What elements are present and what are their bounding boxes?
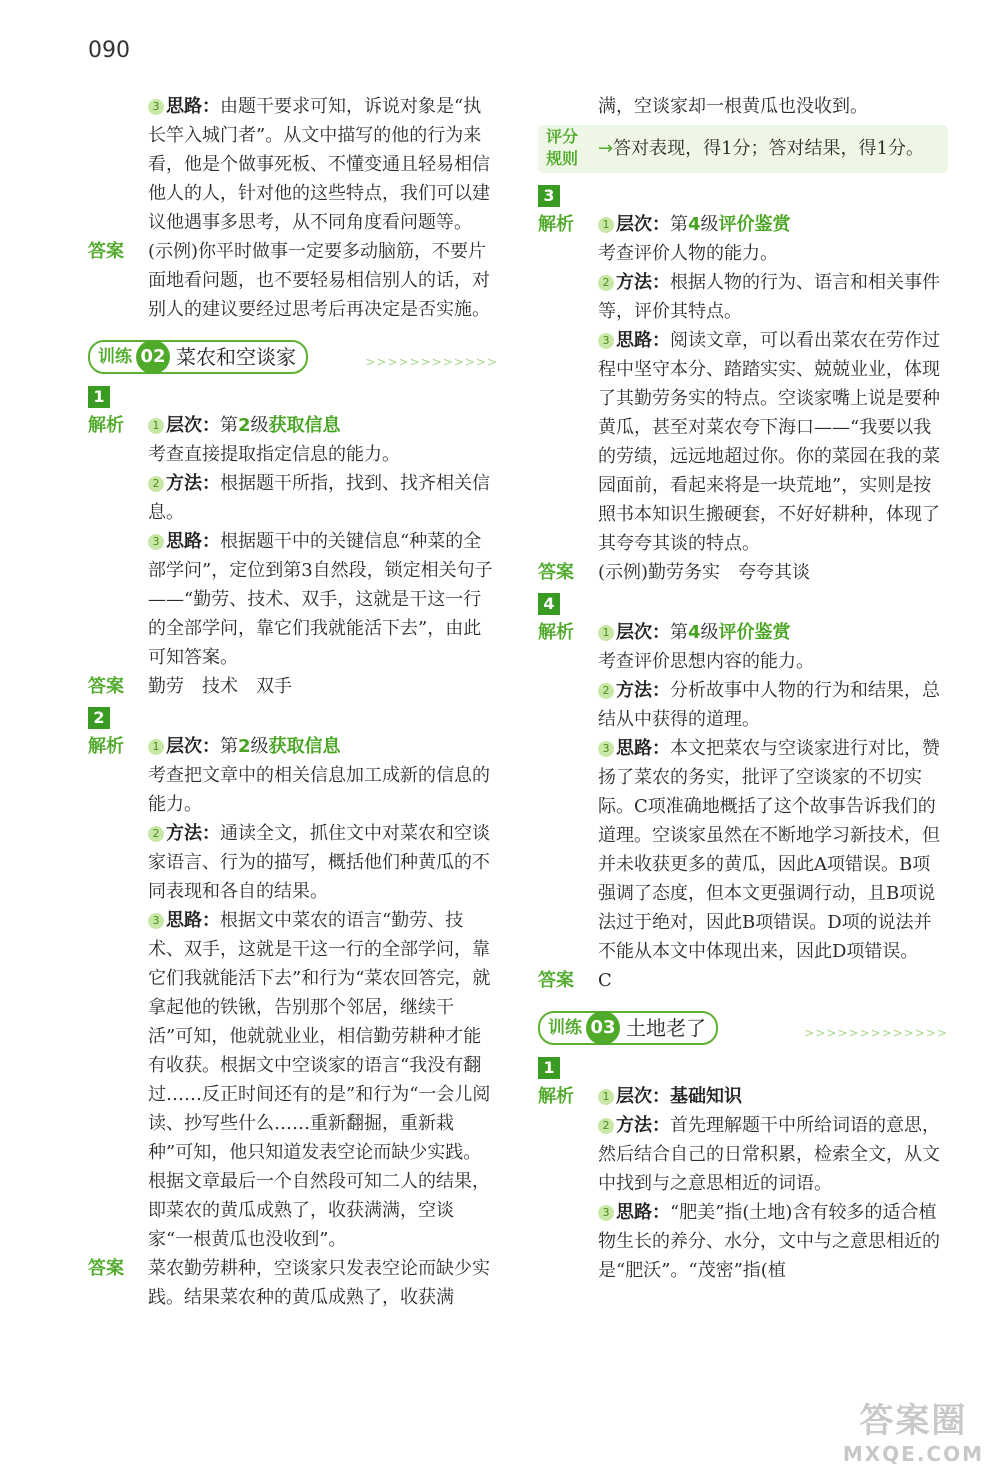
- analysis-label: 解析: [538, 622, 574, 643]
- answer-text: C: [598, 970, 612, 991]
- continued-answer: 满，空谈家却一根黄瓜也没收到。: [598, 96, 868, 117]
- step-3-icon: 3: [598, 1205, 614, 1221]
- step-3-icon: 3: [598, 741, 614, 757]
- question-number: 1: [88, 386, 110, 408]
- analysis-label: 解析: [538, 214, 574, 235]
- answer-label: 答案: [88, 676, 124, 697]
- answer-text: 菜农勤劳耕种，空谈家只发表空论而缺少实践。结果菜农种的黄瓜成熟了，收获满: [148, 1258, 490, 1308]
- banner-label: 训练: [98, 346, 132, 367]
- think-paragraph: 3 思路：根据题干中的关键信息“种菜的全部学问”，定位到第3自然段，锁定相关句子——“勤劳、技术、双手，这就是干这一行的全部学问，靠它们我就能活下去”，由此可知答案。: [148, 531, 493, 668]
- banner-number: 02: [136, 340, 170, 374]
- think-paragraph: 3 思路：根据文中菜农的语言“勤劳、技术、双手，这就是干这一行的全部学问，靠它们我就能活下去”和行为“菜农回答完，就拿起他的铁锹，告别那个邻居，继续干活”可知，他就就业业，相信勤劳耕种才能有收获。根据文中空谈家的语言“我没有翻过……反正时间还有的是”和行为“一会儿阅读、抄写些什么……重新翻掘，重新栽种”可知，他只知道发表空论而缺少实践。根据文章最后一个自然段可知二人的结果，即菜农的黄瓜成熟了，收获满满，空谈家“一根黄瓜也没收到”。: [148, 910, 491, 1250]
- analysis-label: 解析: [88, 415, 124, 436]
- banner-title: 土地老了: [626, 1015, 706, 1040]
- training-banner-03: [538, 1009, 948, 1045]
- step-1-icon: 1: [148, 418, 164, 434]
- banner-pill: [538, 1011, 718, 1045]
- arrow-decoration-icon: >>>>>>>>>>>>: [365, 355, 498, 369]
- arrow-decoration-icon: >>>>>>>>>>>>>: [804, 1026, 948, 1040]
- desc-line: 考查评价思想内容的能力。: [598, 651, 814, 672]
- step-3-icon: 3: [148, 913, 164, 929]
- method-paragraph: 2 方法：根据人物的行为、语言和相关事件等，评价其特点。: [598, 272, 940, 322]
- step-1-icon: 1: [598, 217, 614, 233]
- step-2-icon: 2: [598, 683, 614, 699]
- step-1-icon: 1: [148, 739, 164, 755]
- answer-block: [88, 672, 498, 701]
- level-line: 解析 1 层次：第2级获取信息: [88, 732, 498, 761]
- method-paragraph: 2 方法：通读全文，抓住文中对菜农和空谈家语言、行为的描写，概括他们种黄瓜的不同表现和各自的结果。: [148, 823, 490, 902]
- left-column: [88, 92, 498, 1312]
- level-line: 解析 1 层次：基础知识: [538, 1082, 948, 1111]
- answer-text: (示例)你平时做事一定要多动脑筋，不要片面地看问题，也不要轻易相信别人的话，对别人的建议要经过思考后再决定是否实施。: [148, 241, 490, 320]
- think-paragraph: 3 思路：阅读文章，可以看出菜农在劳作过程中坚守本分、踏踏实实、兢兢业业，体现了其勤劳务实的特点。空谈家嘴上说是要种黄瓜，甚至对菜农夸下海口——“我要以我的劳绩，远远地超过你。你的菜园在我的菜园面前，看起来将是一块荒地”，实则是按照书本知识生搬硬套，不好好耕种，体现了其夸夸其谈的特点。: [598, 330, 940, 554]
- rubric-label: 评分规则: [546, 127, 579, 168]
- step-3-icon: 3: [148, 534, 164, 550]
- level-line: 解析 1 层次：第4级评价鉴赏: [538, 210, 948, 239]
- banner-title: 菜农和空谈家: [176, 344, 296, 369]
- step-2-icon: 2: [598, 1118, 614, 1134]
- step-3-icon: 3: [148, 99, 164, 115]
- think-paragraph: 3 思路：由题干要求可知，诉说对象是“执长竿入城门者”。从文中描写的他的行为来看，他是个做事死板、不懂变通且轻易相信他人的人，针对他的这些特点，我们可以建议他遇事多思考，从不同角度看问题等。: [148, 96, 490, 233]
- rubric-text: →答对表现，得1分；答对结果，得1分。: [598, 138, 924, 159]
- step-1-icon: 1: [598, 625, 614, 641]
- answer-label: 答案: [538, 970, 574, 991]
- banner-label: 训练: [548, 1017, 582, 1038]
- think-paragraph: 3 思路：本文把菜农与空谈家进行对比，赞扬了菜农的务实，批评了空谈家的不切实际。C项准确地概括了这个故事告诉我们的道理。空谈家虽然在不断地学习新技术，但并未收获更多的黄瓜，因此A项错误。B项强调了态度，但本文更强调行动，且B项说法过于绝对，因此B项错误。D项的说法并不能从本文中体现出来，因此D项错误。: [598, 738, 940, 962]
- answer-text: (示例)勤劳务实 夸夸其谈: [598, 562, 811, 583]
- step-2-icon: 2: [598, 275, 614, 291]
- banner-number: 03: [586, 1011, 620, 1045]
- question-number: 4: [538, 593, 560, 615]
- method-paragraph: 2 方法：首先理解题干中所给词语的意思，然后结合自己的日常积累，检索全文，从文中找到与之意思相近的词语。: [598, 1115, 940, 1194]
- think-paragraph: 3 思路：“肥美”指(土地)含有较多的适合植物生长的养分、水分，文中与之意思相近的是“肥沃”。“茂密”指(植: [598, 1202, 940, 1281]
- question-number: 2: [88, 707, 110, 729]
- step-3-icon: 3: [598, 333, 614, 349]
- level-line: 解析 1 层次：第4级评价鉴赏: [538, 618, 948, 647]
- desc-line: 考查把文章中的相关信息加工成新的信息的能力。: [148, 765, 490, 815]
- level-line: 解析 1 层次：第2级获取信息: [88, 411, 498, 440]
- step-1-icon: 1: [598, 1089, 614, 1105]
- scoring-rubric: [538, 125, 948, 173]
- method-paragraph: 2 方法：根据题干所指，找到、找齐相关信息。: [148, 473, 490, 523]
- watermark-logo: 答案圈 MXQE.COM: [842, 1401, 984, 1466]
- answer-block: [88, 237, 498, 324]
- right-column: [538, 92, 948, 1285]
- question-number: 3: [538, 185, 560, 207]
- banner-pill: [88, 340, 308, 374]
- desc-line: 考查直接提取指定信息的能力。: [148, 444, 400, 465]
- step-2-icon: 2: [148, 826, 164, 842]
- training-banner-02: [88, 338, 498, 374]
- method-paragraph: 2 方法：分析故事中人物的行为和结果，总结从中获得的道理。: [598, 680, 940, 730]
- answer-label: 答案: [88, 241, 124, 262]
- answer-label: 答案: [88, 1258, 124, 1279]
- analysis-label: 解析: [88, 736, 124, 757]
- page-number: 090: [88, 38, 130, 63]
- analysis-label: 解析: [538, 1086, 574, 1107]
- arrow-icon: →: [598, 138, 614, 159]
- answer-block: [88, 1254, 498, 1312]
- question-number: 1: [538, 1057, 560, 1079]
- desc-line: 考查评价人物的能力。: [598, 243, 778, 264]
- answer-label: 答案: [538, 562, 574, 583]
- answer-text: 勤劳 技术 双手: [148, 676, 292, 697]
- step-2-icon: 2: [148, 476, 164, 492]
- answer-block: [538, 966, 948, 995]
- answer-block: [538, 558, 948, 587]
